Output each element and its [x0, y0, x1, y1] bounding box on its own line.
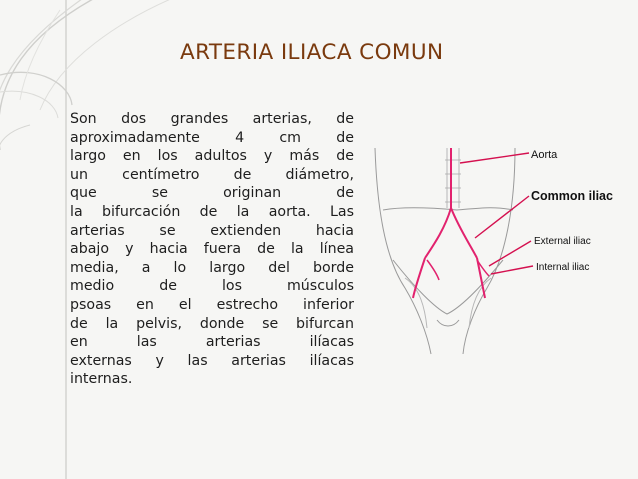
label-internal-iliac: Internal iliac [536, 262, 590, 273]
body-line: abajo y hacia fuera de la línea [70, 241, 354, 258]
body-line: un centímetro de diámetro, [70, 166, 354, 183]
body-line: aproximadamente 4 cm de [70, 129, 354, 146]
body-line: arterias se extienden hacia [70, 222, 354, 239]
label-external-iliac: External iliac [534, 236, 591, 247]
body-line: que se originan de [70, 185, 354, 202]
iliac-artery-diagram [365, 148, 613, 354]
label-aorta: Aorta [531, 149, 558, 161]
body-paragraph [70, 110, 354, 389]
left-common-iliac-vessel [425, 208, 451, 258]
body-outline [375, 148, 515, 354]
body-line: psoas en el estrecho inferior [70, 296, 354, 313]
slide-title: ARTERIA ILIACA COMUN [180, 40, 444, 65]
right-external-iliac-vessel [477, 258, 485, 298]
body-line: de la pelvis, donde se bifurcan [70, 315, 354, 332]
vertebral-column [445, 148, 461, 208]
body-line: la bifurcación de la aorta. Las [70, 203, 354, 220]
right-common-iliac-vessel [451, 208, 477, 258]
left-internal-iliac-vessel [427, 260, 439, 280]
body-line: en las arterias ilíacas [70, 334, 354, 351]
leader-lines [460, 153, 533, 274]
body-line: largo en los adultos y más de [70, 148, 354, 165]
body-line: Son dos grandes arterias, de [70, 111, 354, 127]
body-line: externas y las arterias ilíacas [70, 352, 354, 369]
body-line: media, a lo largo del borde [70, 259, 354, 276]
label-common-iliac: Common iliac [531, 189, 613, 203]
body-line: medio de los músculos [70, 278, 354, 295]
body-line: internas. [70, 371, 133, 388]
left-external-iliac-vessel [413, 258, 425, 298]
artery-paths [413, 148, 489, 298]
